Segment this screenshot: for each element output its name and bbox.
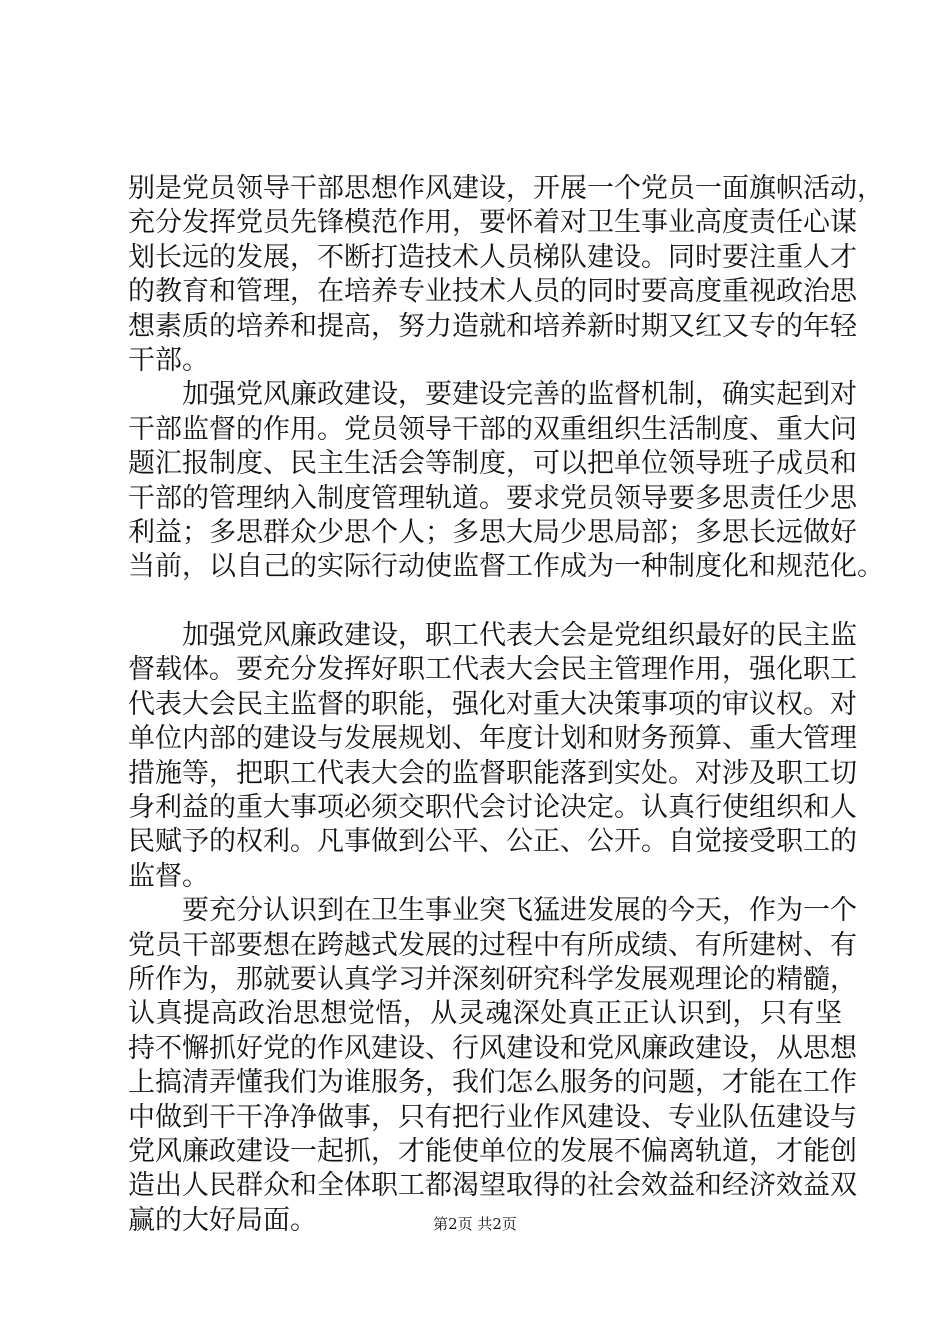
text-line: 当前，以自己的实际行动使监督工作成为一种制度化和规范化。 bbox=[128, 551, 884, 583]
text-line: 干部监督的作用。党员领导干部的双重组织生活制度、重大问 bbox=[128, 413, 857, 445]
paragraph-4 bbox=[128, 894, 857, 1238]
paragraph-2 bbox=[128, 378, 884, 584]
text-line: 充分发挥党员先锋模范作用，要怀着对卫生事业高度责任心谋 bbox=[128, 207, 857, 239]
text-line: 加强党风廉政建设，职工代表大会是党组织最好的民主监 bbox=[182, 620, 857, 652]
text-line: 题汇报制度、民主生活会等制度，可以把单位领导班子成员和 bbox=[128, 448, 857, 480]
text-line: 中做到干干净净做事，只有把行业作风建设、专业队伍建设与 bbox=[128, 1101, 857, 1133]
text-line: 监督。 bbox=[128, 860, 209, 892]
text-line: 要充分认识到在卫生事业突飞猛进发展的今天，作为一个 bbox=[182, 895, 857, 927]
text-line: 别是党员领导干部思想作风建设，开展一个党员一面旗帜活动， bbox=[128, 173, 884, 204]
text-line: 身利益的重大事项必须交职代会讨论决定。认真行使组织和人 bbox=[128, 792, 857, 824]
text-line: 认真提高政治思想觉悟，从灵魂深处真正正认识到，只有坚 bbox=[128, 998, 842, 1030]
text-line: 督载体。要充分发挥好职工代表大会民主管理作用，强化职工 bbox=[128, 654, 857, 686]
text-line: 所作为，那就要认真学习并深刻研究科学发展观理论的精髓， bbox=[128, 963, 857, 995]
text-line: 想素质的培养和提高，努力造就和培养新时期又红又专的年轻 bbox=[128, 310, 857, 342]
paragraph-1 bbox=[128, 172, 884, 378]
document-body bbox=[128, 172, 884, 1238]
text-line: 划长远的发展，不断打造技术人员梯队建设。同时要注重人才 bbox=[128, 241, 857, 273]
page-footer: 第2页 共2页 bbox=[433, 1215, 517, 1233]
text-line: 措施等，把职工代表大会的监督职能落到实处。对涉及职工切 bbox=[128, 757, 857, 789]
text-line: 加强党风廉政建设，要建设完善的监督机制，确实起到对 bbox=[182, 379, 857, 411]
text-line: 利益；多思群众少思个人；多思大局少思局部；多思长远做好 bbox=[128, 516, 857, 548]
text-line: 赢的大好局面。 bbox=[128, 1204, 317, 1236]
text-line: 干部的管理纳入制度管理轨道。要求党员领导要多思责任少思 bbox=[128, 482, 857, 514]
text-line: 持不懈抓好党的作风建设、行风建设和党风廉政建设，从思想 bbox=[128, 1032, 857, 1064]
text-line: 上搞清弄懂我们为谁服务，我们怎么服务的问题，才能在工作 bbox=[128, 1067, 857, 1099]
text-line: 党员干部要想在跨越式发展的过程中有所成绩、有所建树、有 bbox=[128, 929, 857, 961]
text-line: 干部。 bbox=[128, 344, 209, 376]
text-line: 民赋予的权利。凡事做到公平、公正、公开。自觉接受职工的 bbox=[128, 826, 857, 858]
text-line: 单位内部的建设与发展规划、年度计划和财务预算、重大管理 bbox=[128, 723, 857, 755]
paragraph-3 bbox=[128, 619, 857, 894]
paragraph-spacer bbox=[128, 585, 842, 619]
text-line: 代表大会民主监督的职能，强化对重大决策事项的审议权。对 bbox=[128, 688, 857, 720]
text-line: 的教育和管理，在培养专业技术人员的同时要高度重视政治思 bbox=[128, 276, 857, 308]
text-line: 造出人民群众和全体职工都渴望取得的社会效益和经济效益双 bbox=[128, 1170, 857, 1202]
text-line: 党风廉政建设一起抓，才能使单位的发展不偏离轨道，才能创 bbox=[128, 1135, 857, 1167]
